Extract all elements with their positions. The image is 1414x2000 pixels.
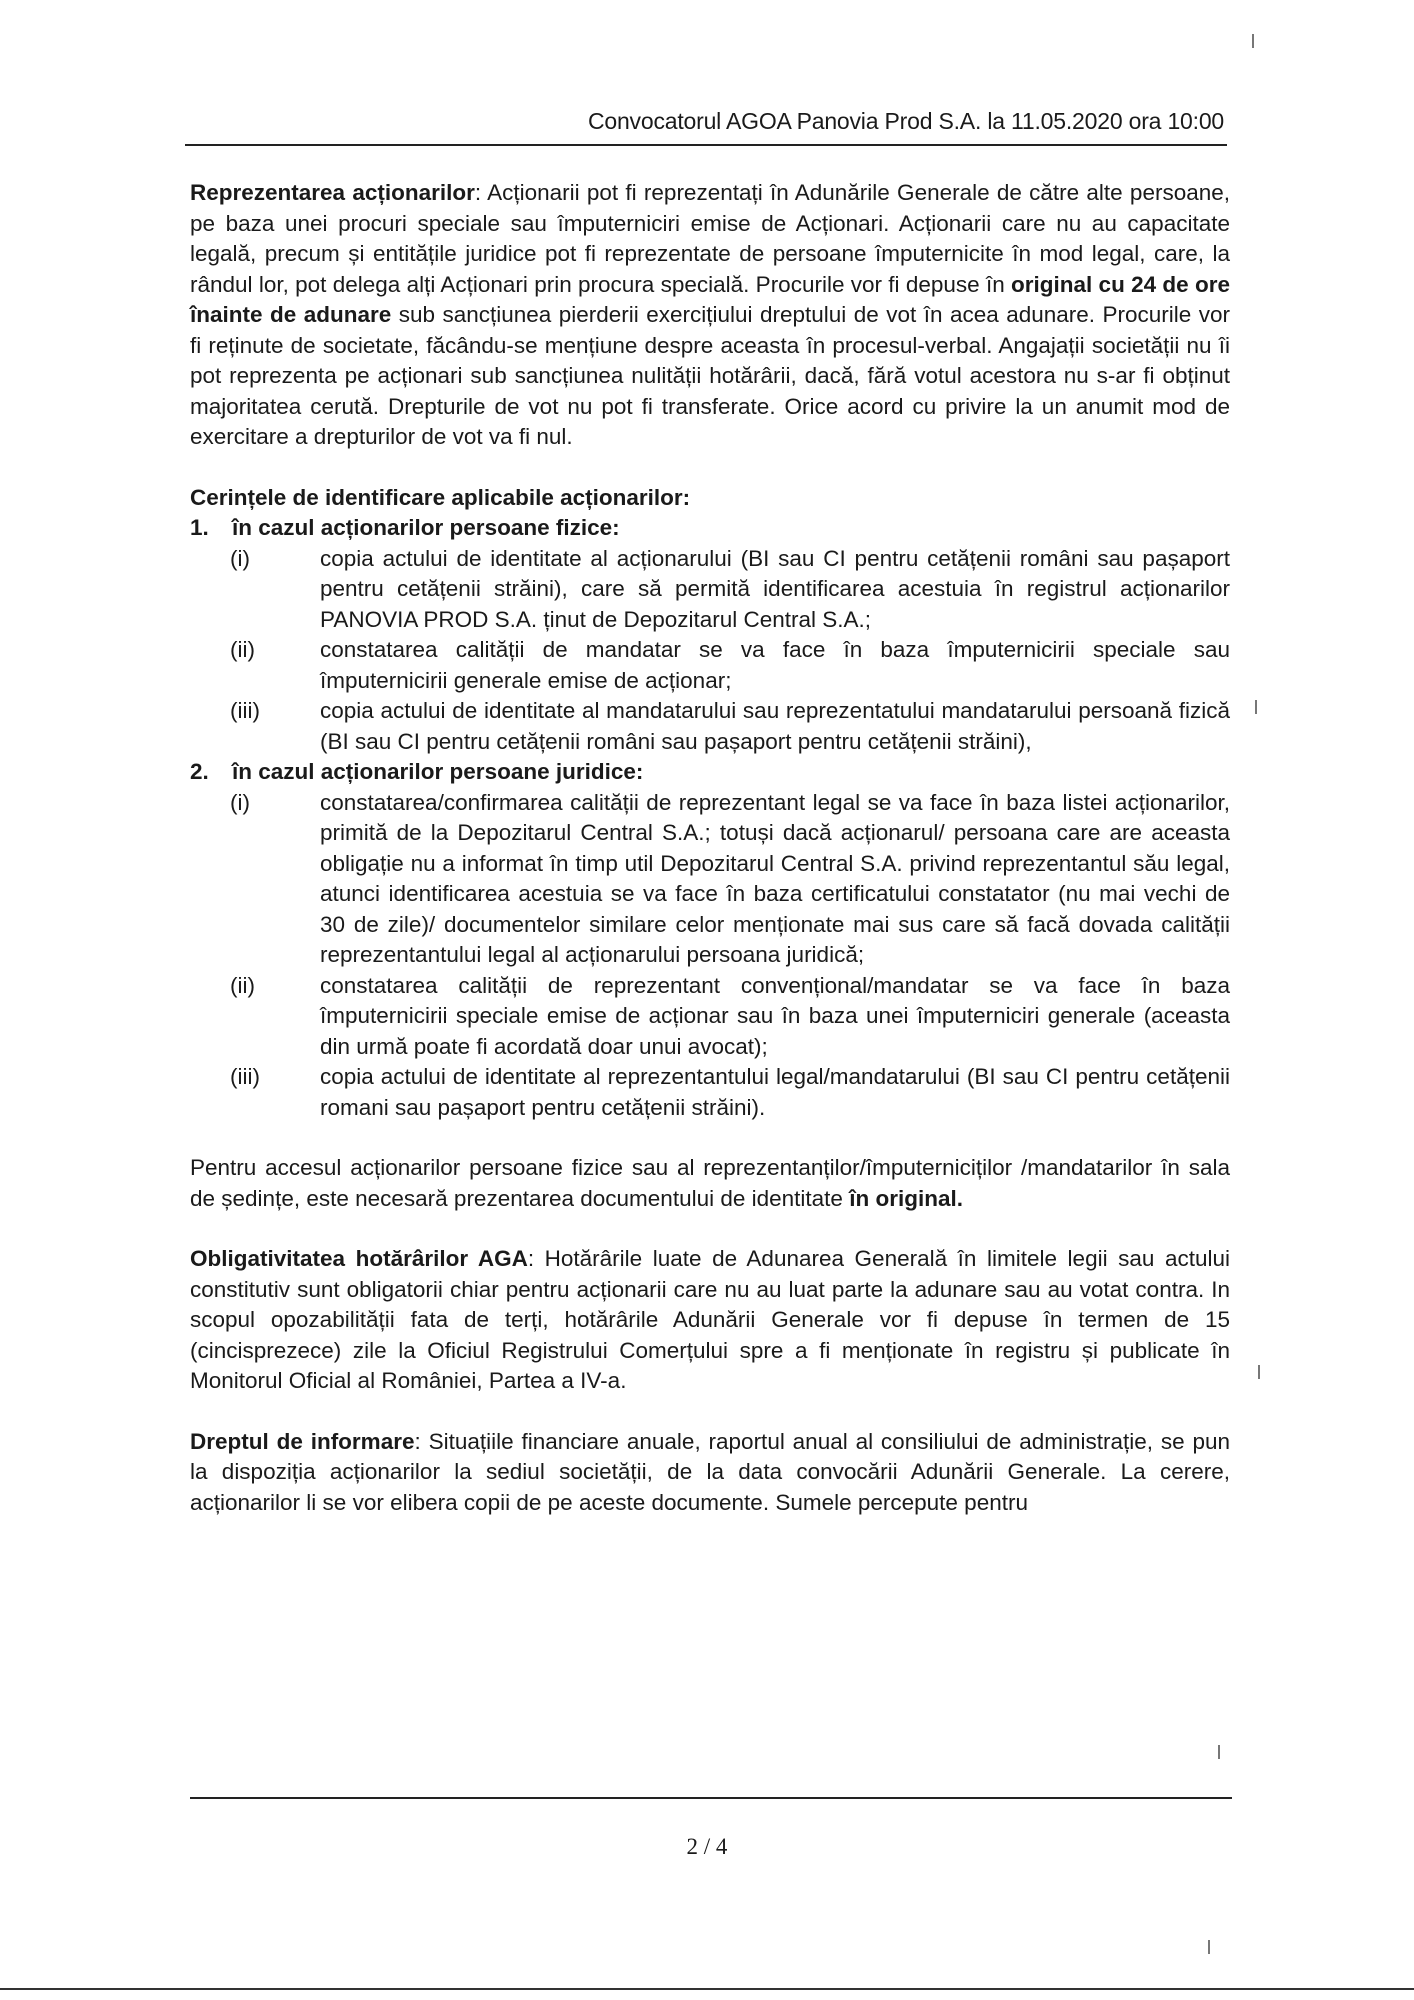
- item-roman: (ii): [230, 972, 255, 998]
- information-paragraph: [190, 1427, 1230, 1519]
- item-text: constatarea/confirmarea calității de reprezentant legal se va face în baza listei acționarilor, primită de la Depozitarul Central S.A.; totuși dacă acționarul/ persoana care are aceasta obligație nu a informat în timp util Depozitarul Central S.A. privind reprezentantul său legal, atunci identificarea acestuia se va face în baza certificatului constatator (nu mai vechi de 30 de zile)/ documentelor similare celor menționate mai sus care să facă dovada calității reprezentantului legal al acționarului persoana juridică;: [320, 789, 1230, 967]
- representation-label: Reprezentarea acționarilor: [190, 180, 475, 205]
- footer-rule: [190, 1797, 1232, 1799]
- list-item: [230, 696, 1230, 757]
- group-1-label: în cazul acționarilor persoane fizice:: [232, 515, 620, 540]
- item-text: copia actului de identitate al mandatarului sau reprezentatului mandatarului persoană fizică (BI sau CI pentru cetățenii români sau pașaport pentru cetățenii străini),: [320, 698, 1230, 754]
- group-2-title: [190, 757, 1230, 788]
- item-text: copia actului de identitate al reprezentantului legal/mandatarului (BI sau CI pentru cetățenii romani sau pașaport pentru cetățenii străini).: [320, 1064, 1230, 1120]
- scan-edge-line: [0, 1988, 1414, 1990]
- group-2-label: în cazul acționarilor persoane juridice:: [232, 759, 644, 784]
- scan-speck: [1208, 1940, 1210, 1954]
- list-item: [230, 788, 1230, 971]
- list-item: [230, 635, 1230, 696]
- document-body: [190, 178, 1230, 1518]
- scan-speck: [1255, 700, 1257, 714]
- obligativity-label: Obligativitatea hotărârilor AGA: [190, 1246, 528, 1271]
- item-text: constatarea calității de mandatar se va face în baza împuternicirii speciale sau împuternicirii generale emise de acționar;: [320, 637, 1230, 693]
- representation-paragraph: [190, 178, 1230, 453]
- header-rule: [185, 144, 1227, 146]
- identification-heading: Cerințele de identificare aplicabile acționarilor:: [190, 484, 691, 510]
- information-text: : Situațiile financiare anuale, raportul anual al consiliului de administrație, se pun la dispoziția acționarilor la sediul societății, de la data convocării Adunării Generale. La cerere, acționarilor li se vor elibera copii de pe aceste documente. Sumele percepute pentru: [190, 1428, 1230, 1515]
- representation-text-1: : Acționarii pot fi reprezentați în Adunările Generale de către alte persoane, pe baza unei procuri speciale sau împuterniciri emise de Acționari. Acționarii care nu au capacitate legală, precum și entitățile juridice pot fi reprezentate de persoane împuternicite în mod legal, care, la rândul lor, pot delega alți Acționari prin procura specială. Procurile vor fi depuse în: [190, 180, 1231, 297]
- access-paragraph: [190, 1153, 1230, 1214]
- obligativity-paragraph: [190, 1244, 1230, 1397]
- group-1-number: 1.: [190, 515, 209, 540]
- item-roman: (iii): [230, 1064, 260, 1089]
- page-header: Convocatorul AGOA Panovia Prod S.A. la 11.05.2020 ora 10:00: [587, 108, 1224, 134]
- scan-speck: [1258, 1365, 1260, 1379]
- page-number: 2 / 4: [686, 1834, 728, 1859]
- information-label: Dreptul de informare: [190, 1428, 415, 1454]
- group-2-number: 2.: [190, 759, 209, 784]
- list-item: [230, 1062, 1230, 1123]
- obligativity-text: : Hotărârile luate de Adunarea Generală în limitele legii sau actului constitutiv sunt obligatorii chiar pentru acționarii care nu au luat parte la adunare sau au votat contra. In scopul opozabilității fata de terți, hotărârile Adunării Generale vor fi depuse în termen de 15 (cincisprezece) zile la Oficiul Registrului Comerțului spre a fi menționate în registru și publicate în Monitorul Oficial al României, Partea a IV-a.: [190, 1246, 1231, 1393]
- group-1-title: [190, 513, 1230, 544]
- item-text: copia actului de identitate al acționarului (BI sau CI pentru cetățenii români sau pașaport pentru cetățenii străini), care să permită identificarea acestuia în registrul acționarilor PANOVIA PROD S.A. ținut de Depozitarul Central S.A.;: [320, 545, 1230, 632]
- scan-speck: [1218, 1745, 1220, 1759]
- list-item: [230, 544, 1230, 636]
- item-roman: (iii): [230, 698, 260, 723]
- item-roman: (ii): [230, 637, 255, 662]
- access-bold: în original.: [849, 1185, 963, 1211]
- item-roman: (i): [230, 545, 250, 571]
- item-text: constatarea calității de reprezentant convențional/mandatar se va face în baza împuternicirii speciale emise de acționar sau în baza unei împuterniciri generale (aceasta din urmă poate fi acordată doar unui avocat);: [320, 972, 1230, 1059]
- representation-bold: original cu 24 de ore înainte de adunare: [190, 271, 1230, 327]
- access-text: Pentru accesul acționarilor persoane fizice sau al reprezentanților/împuterniciților /mandatarilor în sala de ședințe, este necesară prezentarea documentului de identitate: [190, 1155, 1230, 1211]
- item-roman: (i): [230, 789, 250, 815]
- list-item: [230, 971, 1230, 1063]
- scan-speck: [1252, 34, 1254, 48]
- representation-text-2: sub sancțiunea pierderii exercițiului dreptului de vot în acea adunare. Procurile vor fi reținute de societate, făcându-se mențiune despre aceasta în procesul-verbal. Angajații societății nu îi pot reprezenta pe acționari sub sancțiunea nulității hotărârii, dacă, fără votul acestora nu s-ar fi obținut majoritatea cerută. Drepturile de vot nu pot fi transferate. Orice acord cu privire la un anumit mod de exercitare a drepturilor de vot va fi nul.: [190, 302, 1230, 449]
